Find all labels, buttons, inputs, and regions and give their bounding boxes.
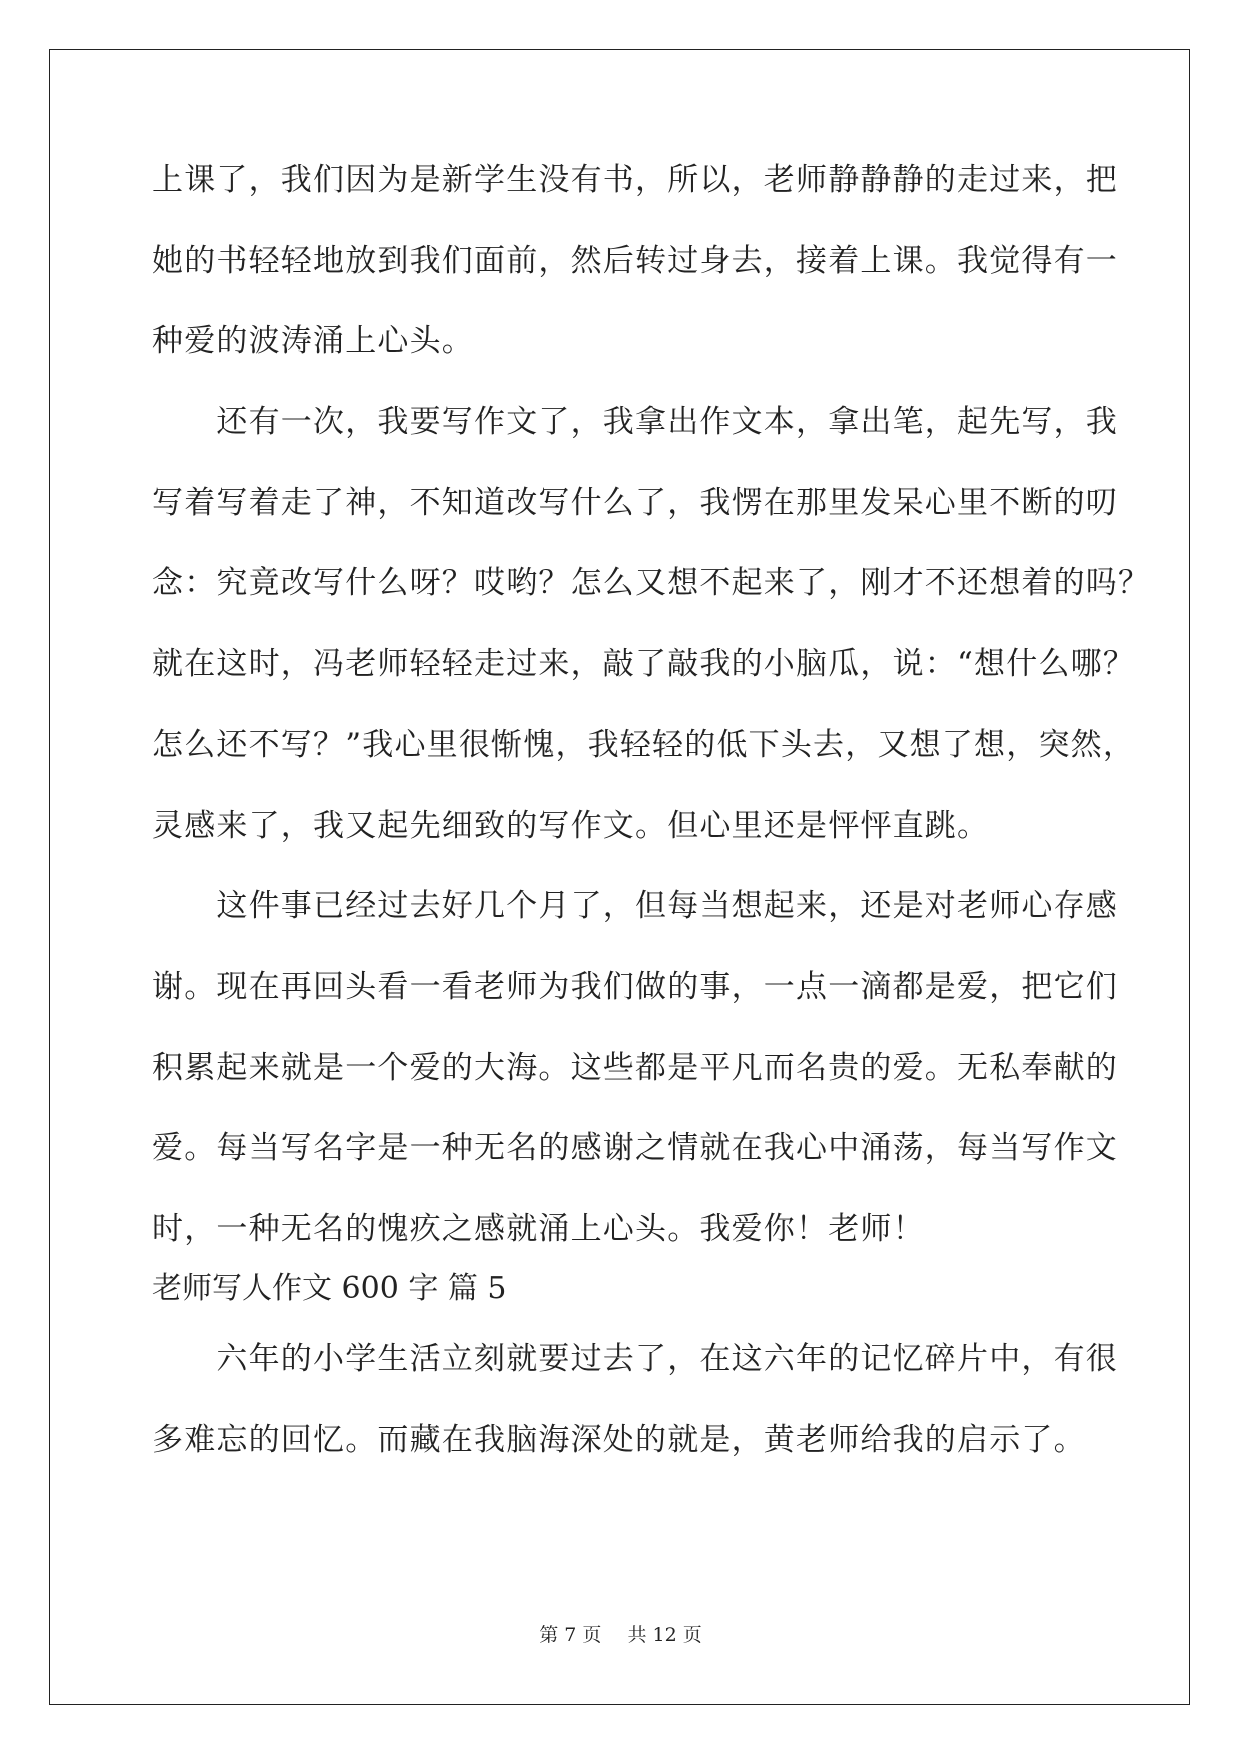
text-line: 种爱的波涛涌上心头。 [152, 323, 474, 360]
text-line: 怎么还不写？”我心里很惭愧，我轻轻的低下头去，又想了想，突然， [152, 726, 1136, 763]
section-heading: 老师写人作文 600 字 篇 5 [152, 1270, 507, 1306]
text-line: 时，一种无名的愧疚之感就涌上心头。我爱你！老师！ [152, 1210, 925, 1247]
text-line: 她的书轻轻地放到我们面前，然后转过身去，接着上课。我觉得有一 [152, 242, 1118, 279]
text-line: 这件事已经过去好几个月了，但每当想起来，还是对老师心存感 [152, 888, 1118, 925]
text-line: 六年的小学生活立刻就要过去了，在这六年的记忆碎片中，有很 [152, 1340, 1118, 1377]
text-line: 就在这时，冯老师轻轻走过来，敲了敲我的小脑瓜，说：“想什么哪？ [152, 646, 1136, 683]
page-number-current: 第 7 页 [539, 1624, 602, 1646]
text-line: 上课了，我们因为是新学生没有书，所以，老师静静静的走过来，把 [152, 162, 1118, 198]
document-body [152, 160, 1151, 1500]
text-line: 灵感来了，我又起先细致的写作文。但心里还是怦怦直跳。 [152, 807, 990, 844]
text-line: 还有一次，我要写作文了，我拿出作文本，拿出笔，起先写，我 [152, 404, 1118, 441]
page-number-total: 共 12 页 [627, 1624, 702, 1646]
text-line: 念：究竟改写什么呀？哎哟？怎么又想不起来了，刚才不还想着的吗？ [152, 565, 1151, 602]
text-line: 谢。现在再回头看一看老师为我们做的事，一点一滴都是爱，把它们 [152, 968, 1118, 1005]
text-line: 爱。每当写名字是一种无名的感谢之情就在我心中涌荡，每当写作文 [152, 1130, 1118, 1167]
text-line: 多难忘的回忆。而藏在我脑海深处的就是，黄老师给我的启示了。 [152, 1421, 1086, 1458]
text-line: 写着写着走了神，不知道改写什么了，我愣在那里发呆心里不断的叨 [152, 484, 1118, 521]
text-line: 积累起来就是一个爱的大海。这些都是平凡而名贵的爱。无私奉献的 [152, 1049, 1118, 1086]
page-footer [0, 1620, 1241, 1647]
